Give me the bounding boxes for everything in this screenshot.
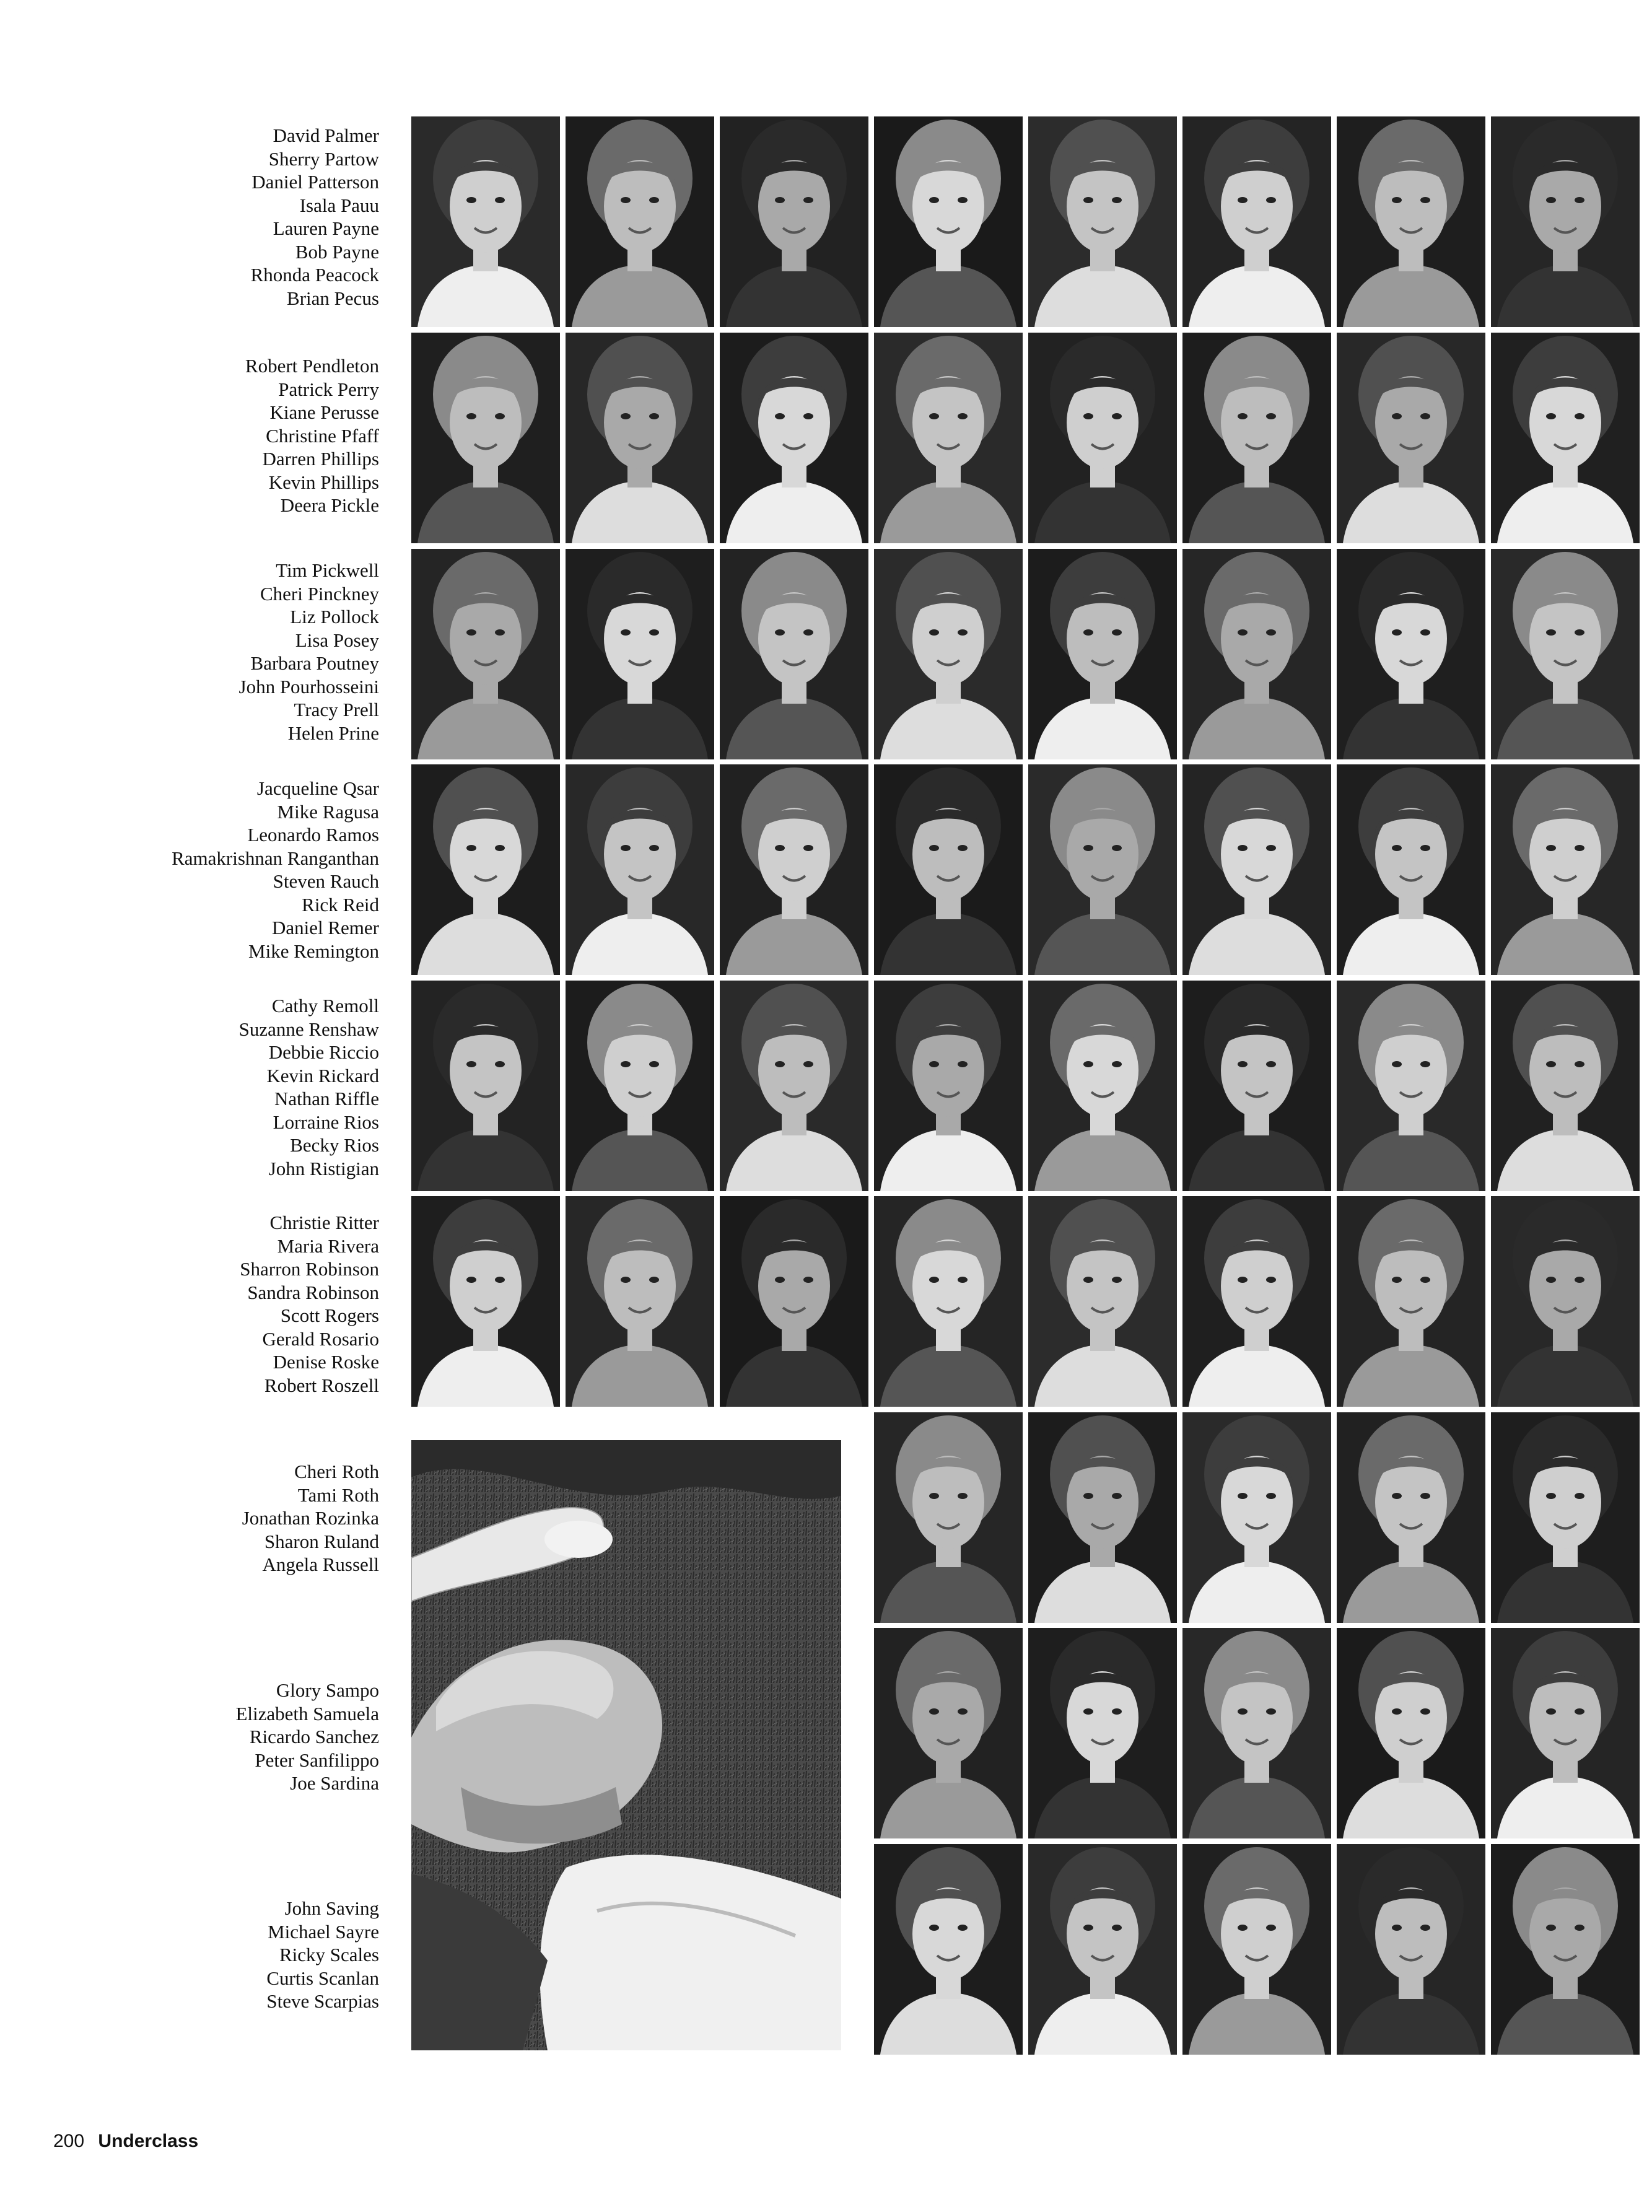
- student-name: Darren Phillips: [262, 448, 379, 470]
- student-portrait: [1337, 549, 1485, 759]
- student-portrait: [1337, 764, 1485, 975]
- student-name: Sharron Robinson: [240, 1258, 379, 1280]
- student-portrait: [411, 764, 560, 975]
- student-name: Becky Rios: [290, 1134, 379, 1156]
- student-portrait: [1491, 1844, 1640, 2055]
- student-portrait: [874, 116, 1023, 327]
- student-portrait: [874, 1412, 1023, 1623]
- student-portrait: [874, 764, 1023, 975]
- student-name: Steven Rauch: [273, 870, 379, 892]
- student-portrait: [1491, 1196, 1640, 1407]
- student-portrait: [411, 981, 560, 1191]
- student-name: Bob Payne: [295, 240, 379, 263]
- student-name: Denise Roske: [273, 1351, 379, 1373]
- student-name: Nathan Riffle: [274, 1088, 379, 1109]
- student-name: Lorraine Rios: [273, 1111, 379, 1133]
- student-portrait: [1028, 116, 1177, 327]
- student-name: Christine Pfaff: [266, 424, 379, 447]
- student-portrait: [1337, 981, 1485, 1191]
- student-portrait: [1182, 333, 1331, 543]
- student-name: Christie Ritter: [269, 1212, 379, 1233]
- student-name: Gerald Rosario: [262, 1327, 379, 1350]
- student-name: Barbara Poutney: [250, 652, 379, 674]
- student-name: Tim Pickwell: [276, 559, 379, 581]
- student-portrait: [1182, 116, 1331, 327]
- student-portrait: [566, 981, 714, 1191]
- student-portrait: [411, 333, 560, 543]
- page-footer: [53, 2131, 198, 2152]
- name-list-group-4: [0, 777, 379, 963]
- student-name: Tracy Prell: [294, 699, 379, 720]
- student-name: Brian Pecus: [287, 287, 379, 309]
- student-portrait: [566, 333, 714, 543]
- student-name: Steve Scarpias: [266, 1990, 379, 2012]
- student-name: Mike Remington: [248, 940, 379, 962]
- student-portrait: [411, 116, 560, 327]
- student-name: Kevin Phillips: [268, 471, 379, 493]
- student-name: Cheri Pinckney: [260, 582, 379, 605]
- student-name: Glory Sampo: [276, 1679, 379, 1701]
- student-name: Rick Reid: [302, 893, 379, 916]
- student-portrait: [1182, 1844, 1331, 2055]
- student-portrait: [1491, 333, 1640, 543]
- student-portrait: [1028, 333, 1177, 543]
- student-name: Lisa Posey: [295, 629, 379, 651]
- student-portrait: [1028, 981, 1177, 1191]
- student-name: Isala Pauu: [299, 194, 379, 216]
- name-list-group-5: [0, 994, 379, 1180]
- student-name: Sherry Partow: [268, 147, 379, 170]
- section-title: Underclass: [98, 2131, 199, 2151]
- student-portrait: [1337, 333, 1485, 543]
- student-portrait: [566, 1196, 714, 1407]
- student-portrait: [1028, 1196, 1177, 1407]
- student-name: Patrick Perry: [278, 378, 379, 400]
- student-portrait: [1182, 1196, 1331, 1407]
- student-portrait: [1491, 1628, 1640, 1838]
- student-name: Jonathan Rozinka: [242, 1507, 379, 1529]
- student-name: Liz Pollock: [290, 606, 379, 627]
- student-name: Lauren Payne: [273, 217, 379, 239]
- student-portrait: [874, 333, 1023, 543]
- student-name: Daniel Remer: [271, 917, 379, 938]
- student-name: Cathy Remoll: [271, 995, 379, 1016]
- student-name: Daniel Patterson: [251, 171, 379, 193]
- student-portrait: [1337, 1844, 1485, 2055]
- student-portrait: [720, 333, 868, 543]
- student-portrait: [1337, 116, 1485, 327]
- student-name: Joe Sardina: [290, 1772, 379, 1794]
- student-name: Mike Ragusa: [277, 800, 379, 823]
- name-list-group-1: [0, 124, 379, 310]
- student-name: Cheri Roth: [294, 1461, 379, 1482]
- student-name: Robert Pendleton: [245, 355, 379, 377]
- name-list-group-6: [0, 1211, 379, 1397]
- student-portrait: [1182, 1412, 1331, 1623]
- student-name: Leonardo Ramos: [247, 824, 379, 846]
- student-name: Ricardo Sanchez: [249, 1726, 379, 1747]
- student-portrait: [566, 116, 714, 327]
- student-name: Tami Roth: [297, 1484, 379, 1506]
- student-portrait: [1182, 764, 1331, 975]
- student-portrait: [874, 1844, 1023, 2055]
- student-name: Scott Rogers: [280, 1305, 379, 1326]
- student-name: Peter Sanfilippo: [255, 1749, 379, 1771]
- student-name: Ricky Scales: [279, 1944, 379, 1965]
- student-name: John Pourhosseini: [238, 675, 379, 697]
- student-portrait: [720, 1196, 868, 1407]
- student-portrait: [1028, 1412, 1177, 1623]
- student-portrait: [1491, 981, 1640, 1191]
- student-portrait: [566, 764, 714, 975]
- student-portrait: [1337, 1628, 1485, 1838]
- student-portrait: [720, 549, 868, 759]
- candid-photo: [411, 1440, 841, 2050]
- student-portrait: [874, 1196, 1023, 1407]
- student-name: Helen Prine: [287, 722, 379, 744]
- student-name: Elizabeth Samuela: [235, 1702, 379, 1725]
- student-portrait: [720, 981, 868, 1191]
- student-name: David Palmer: [273, 125, 379, 146]
- student-portrait: [1182, 1628, 1331, 1838]
- student-name: Michael Sayre: [268, 1920, 379, 1943]
- student-portrait: [720, 116, 868, 327]
- student-name: Suzanne Renshaw: [238, 1018, 379, 1040]
- student-portrait: [1028, 1628, 1177, 1838]
- name-list-group-3: [0, 559, 379, 745]
- student-name: John Saving: [284, 1897, 379, 1919]
- student-portrait: [1337, 1412, 1485, 1623]
- student-portrait: [1028, 549, 1177, 759]
- student-name: Debbie Riccio: [268, 1041, 379, 1063]
- student-name: Curtis Scanlan: [266, 1967, 379, 1989]
- student-name: Robert Roszell: [264, 1374, 379, 1396]
- student-name: Kevin Rickard: [266, 1064, 379, 1086]
- student-name: Maria Rivera: [277, 1235, 379, 1257]
- student-portrait: [1491, 549, 1640, 759]
- student-portrait: [411, 1196, 560, 1407]
- student-portrait: [1337, 1196, 1485, 1407]
- student-name: Sandra Robinson: [247, 1281, 379, 1303]
- student-portrait: [1491, 116, 1640, 327]
- name-list-group-8: [0, 1679, 379, 1795]
- student-portrait: [1028, 1844, 1177, 2055]
- student-name: John Ristigian: [268, 1157, 379, 1179]
- student-portrait: [411, 549, 560, 759]
- student-portrait: [1491, 764, 1640, 975]
- student-name: Sharon Ruland: [264, 1530, 379, 1552]
- student-portrait: [1182, 981, 1331, 1191]
- student-name: Deera Pickle: [280, 494, 379, 516]
- page-number: 200: [53, 2131, 85, 2151]
- student-portrait: [1491, 1412, 1640, 1623]
- student-portrait: [1028, 764, 1177, 975]
- student-portrait: [720, 764, 868, 975]
- student-portrait: [1182, 549, 1331, 759]
- student-portrait: [566, 549, 714, 759]
- name-list-group-2: [0, 354, 379, 517]
- student-name: Angela Russell: [262, 1554, 379, 1575]
- name-list-group-7: [0, 1460, 379, 1576]
- student-name: Jacqueline Qsar: [256, 777, 379, 799]
- student-portrait: [874, 981, 1023, 1191]
- student-name: Rhonda Peacock: [250, 264, 379, 286]
- student-name: Ramakrishnan Ranganthan: [172, 847, 379, 869]
- student-name: Kiane Perusse: [269, 401, 379, 423]
- student-portrait: [874, 549, 1023, 759]
- name-list-group-9: [0, 1897, 379, 2013]
- student-portrait: [874, 1628, 1023, 1838]
